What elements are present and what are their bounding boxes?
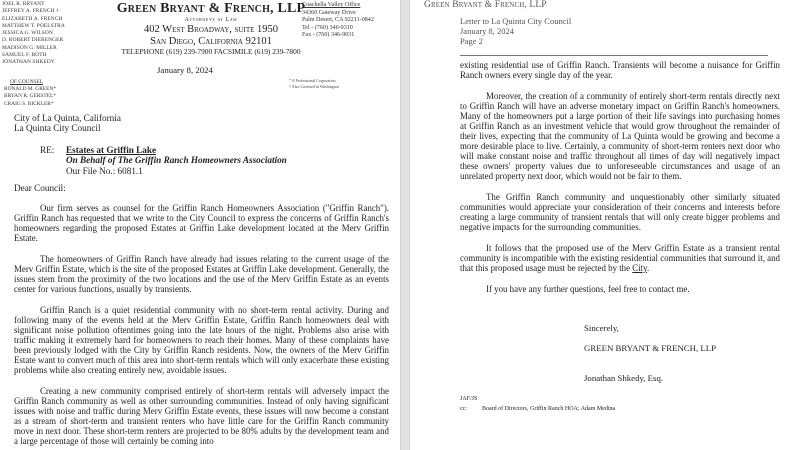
partner-name: D. ROBERT DIERENGER (2, 37, 64, 44)
counsel-name: RONALD M. GREEN* (4, 86, 56, 93)
body-paragraph: Griffin Ranch is a quiet residential community with no short-term rental activity. During and following many of the events held at the Merv Griffin Estate, Griffin Ranch homeowners deal with significant noise pollution oftentimes going into the late hours of the night. Problems also arise with traffic making it extremely hard for homeowners to reach their homes. Many of these complaints have been previously lodged with the City by Griffin Ranch residents. Now, the owners of the Merv Griffin Estate want to convert much of this area into short-term rentals which will only exacerbate these existing problems while also creating entirely new, avoidable issues. (14, 305, 389, 376)
footnote: * A Professional Corporation (289, 78, 336, 83)
office-tel: Tel - (760) 346-9310 (302, 24, 353, 31)
page-header-firm: Green Bryant & French, LLP (424, 0, 547, 10)
body-paragraph (460, 243, 780, 273)
re-label: RE: (40, 145, 55, 155)
signature-firm: GREEN BRYANT & FRENCH, LLP (584, 343, 717, 353)
city-link[interactable]: City (632, 263, 647, 274)
body-paragraph: The Griffin Ranch community and unquestionably other similarly situated communities would appreciate your consideration of their concerns and interests before creating a large community of transient rentals that will only create bigger problems and negative impacts for the surrounding communities. (460, 192, 780, 233)
of-counsel-heading: OF COUNSEL (10, 79, 44, 85)
partner-name: JONATHAN SHKEDY (2, 59, 55, 66)
partner-name: JEFFREY A. FRENCH † (2, 8, 59, 15)
counsel-name: CRAIG S. BICKLER* (4, 100, 54, 107)
letter-page-2 (410, 0, 800, 450)
page-header-block (460, 17, 571, 46)
counsel-name: BRYAN R. GERSTEL* (4, 93, 56, 100)
branch-office (302, 2, 374, 40)
partner-list (2, 1, 65, 67)
recipient-line: City of La Quinta, California (14, 113, 121, 123)
of-counsel-list (4, 79, 56, 108)
continuation-paragraph: existing residential use of Griffin Ranch. Transients will become a nuisance for Griffin Ranch owners every single day of the year. (460, 60, 780, 81)
recipient-block (14, 113, 121, 134)
partner-name: MATTHEW T. POELSTRA (2, 22, 65, 29)
letterhead-footnotes (289, 78, 339, 90)
cc-recipients: Board of Directors, Griffin Ranch HOA; Adam Medina (482, 406, 616, 412)
signer-name: Jonathan Shkedy, Esq. (584, 373, 664, 383)
cc-line (460, 406, 615, 412)
final-paragraph-text: It follows that the proposed use of the Merv Griffin Estate as a transient rental community is incompatible with the existing residential communities that surround it, and that this proposed usage must be rejected by the (460, 243, 780, 274)
letter-date: January 8, 2024 (157, 65, 213, 75)
page-gutter (400, 0, 410, 450)
firm-subtitle: Attorneys at Law (184, 17, 238, 23)
partner-name: MADISON G. MILLER (2, 44, 57, 51)
office-heading: Coachella Valley Office (302, 2, 361, 8)
firm-address-line1: 402 West Broadway, suite 1950 (143, 24, 278, 35)
partner-name: JESSICA G. WILSON (2, 30, 53, 37)
closing-line: If you have any further questions, feel free to contact me. (486, 284, 690, 294)
firm-name: Green Bryant & French, LLP (116, 1, 306, 16)
body-paragraph: Our firm serves as counsel for the Griffin Ranch Homeowners Association ("Griffin Ranch"). Griffin Ranch has requested that we write to the City Council to express the concerns of Griffin Ranch's homeowners regarding the proposed Estates at Griffin Lake development located at the Merv Griffin Estate. (14, 203, 389, 244)
header-line: Page 2 (460, 35, 483, 46)
header-line: January 8, 2024 (460, 25, 515, 36)
final-paragraph-end: . (647, 263, 650, 274)
partner-name: JOEL R. BRYANT (2, 1, 45, 7)
header-rule (460, 55, 768, 56)
office-fax: Fax - (760) 346-9031 (302, 32, 355, 39)
partner-name: SAMUEL F. ROTH (2, 52, 47, 59)
subject-behalf: On Behalf of The Griffin Ranch Homeowners Association (66, 155, 287, 166)
body-paragraph: Moreover, the creation of a community of entirely short-term rentals directly next to Griffin Ranch will have an adverse monetary impact on Griffin Ranch's homeowners. Many of the homeowners put a large portion of their life savings into purchasing homes at Griffin Ranch as an investment vehicle that would grow throughout the remainder of their lives, expecting that the community of La Quinta would be growing and become a more desirable place to live. Certainly, a community of short-term renters next door who will make constant noise and traffic throughout all times of day will negatively impact these owners' property values due to unforeseeable circumstances and usage of an unrelated property next door, which would not be fair to them. (460, 91, 780, 182)
recipient-line: La Quinta City Council (14, 123, 101, 134)
subject-title: Estates at Griffin Lake (66, 145, 157, 155)
subject-block (66, 145, 287, 176)
partner-name: ELIZABETH A. FRENCH (2, 15, 63, 22)
letterhead (100, 0, 322, 56)
firm-telephone: TELEPHONE (619) 239-7900 FACSIMILE (619) 239-7800 (121, 47, 301, 56)
salutation: Dear Council: (14, 183, 66, 193)
body-paragraph: The homeowners of Griffin Ranch have already had issues relating to the current usage of the Merv Griffin Estate, which is the site of the proposed Estates at Griffin Lake development. Generally, the issues stem from the proximity of the two locations and the use of the Merv Griffin Estate as an events center for various functions, usually by transients. (14, 254, 389, 295)
cc-label: cc: (460, 406, 467, 412)
body-paragraph: Creating a new community comprised entirely of short-term rentals will adversely impact the Griffin Ranch community as well as other surrounding communities. Instead of only having significant issues with noise and traffic during Merv Griffin Estate events, these issues will now become a constant as a stream of short-term and transient renters who have little care for the Griffin Ranch community move in next door. These short-term renters are projected to be 80% adults by the development team and a large percentage of those will certainly be coming into (14, 386, 389, 447)
office-street: 34360 Gateway Drive (302, 9, 356, 16)
sincerely: Sincerely, (584, 323, 619, 333)
firm-address-line2: San Diego, California 92101 (150, 35, 272, 47)
footnote: † Also Licensed in Washington (289, 84, 339, 89)
typist-initials: JAF/JS (460, 396, 478, 402)
header-line: Letter to La Quinta City Council (460, 16, 572, 26)
office-city: Palm Desert, CA 92211-0842 (302, 17, 374, 24)
file-number: Our File No.: 6081.1 (66, 165, 143, 176)
